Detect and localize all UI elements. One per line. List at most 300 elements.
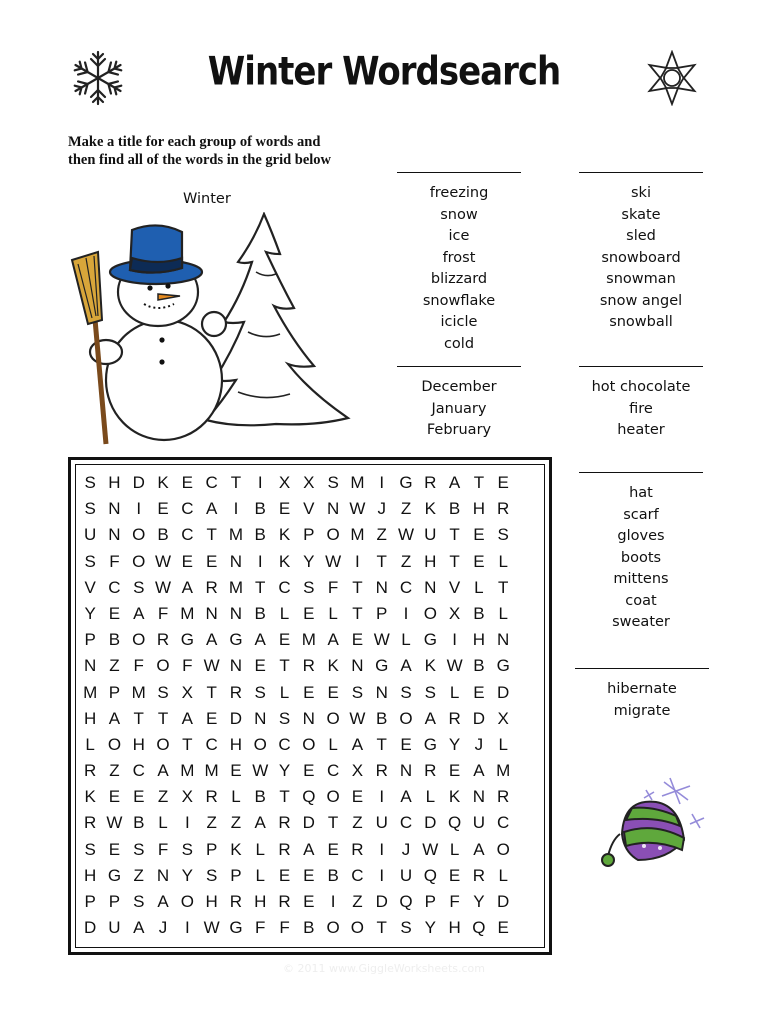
grid-letter[interactable]: G xyxy=(375,656,389,676)
grid-letter[interactable]: U xyxy=(375,813,388,833)
grid-letter[interactable]: A xyxy=(448,473,461,492)
grid-letter[interactable]: K xyxy=(424,499,436,519)
grid-letter[interactable]: U xyxy=(84,525,97,545)
grid-letter[interactable]: G xyxy=(180,630,194,650)
grid-letter[interactable]: D xyxy=(472,708,486,728)
grid-letter[interactable]: R xyxy=(424,473,437,492)
grid-letter[interactable]: A xyxy=(473,761,485,781)
grid-letter[interactable]: W xyxy=(397,525,415,545)
grid-letter[interactable]: G xyxy=(229,630,243,650)
grid-letter[interactable]: B xyxy=(133,813,145,833)
grid-letter[interactable]: K xyxy=(278,551,291,571)
grid-letter[interactable]: S xyxy=(303,577,315,597)
grid-letter[interactable]: W xyxy=(155,577,172,597)
grid-letter[interactable]: N xyxy=(302,708,315,728)
grid-letter[interactable]: E xyxy=(303,865,315,885)
grid-letter[interactable]: A xyxy=(181,577,193,597)
grid-letter[interactable]: E xyxy=(448,865,461,885)
grid-letter[interactable]: N xyxy=(229,656,243,676)
grid-letter[interactable]: L xyxy=(158,813,168,833)
grid-letter[interactable]: A xyxy=(157,761,169,781)
grid-letter[interactable]: T xyxy=(206,525,217,545)
grid-letter[interactable]: L xyxy=(449,682,460,702)
grid-letter[interactable]: G xyxy=(423,734,437,754)
grid-letter[interactable]: T xyxy=(230,473,242,492)
grid-letter[interactable]: O xyxy=(423,603,437,623)
grid-letter[interactable]: T xyxy=(279,656,290,676)
grid-letter[interactable]: F xyxy=(255,918,266,938)
grid-letter[interactable]: N xyxy=(108,525,121,545)
grid-letter[interactable]: K xyxy=(448,787,461,807)
grid-letter[interactable]: O xyxy=(253,734,267,754)
grid-letter[interactable]: H xyxy=(424,551,437,571)
grid-letter[interactable]: S xyxy=(133,892,145,911)
grid-letter[interactable]: S xyxy=(205,865,218,885)
grid-letter[interactable]: T xyxy=(352,577,363,597)
grid-letter[interactable]: I xyxy=(355,551,360,571)
grid-letter[interactable]: R xyxy=(278,839,291,859)
grid-letter[interactable]: C xyxy=(278,577,291,597)
grid-letter[interactable]: E xyxy=(133,787,145,807)
grid-letter[interactable]: E xyxy=(351,787,364,807)
grid-letter[interactable]: X xyxy=(278,473,291,492)
grid-letter[interactable]: A xyxy=(133,918,145,938)
grid-letter[interactable]: L xyxy=(279,603,290,623)
grid-letter[interactable]: P xyxy=(108,682,121,702)
grid-letter[interactable]: S xyxy=(327,473,339,492)
grid-letter[interactable]: Y xyxy=(473,892,485,911)
grid-letter[interactable]: L xyxy=(449,839,460,859)
grid-letter[interactable]: M xyxy=(350,525,365,545)
grid-letter[interactable]: E xyxy=(303,761,315,781)
grid-letter[interactable]: D xyxy=(375,892,388,911)
grid-letter[interactable]: R xyxy=(302,656,315,676)
grid-letter[interactable]: L xyxy=(401,630,411,650)
grid-letter[interactable]: L xyxy=(279,682,290,702)
grid-letter[interactable]: O xyxy=(107,734,122,754)
grid-letter[interactable]: W xyxy=(349,499,366,519)
grid-letter[interactable]: B xyxy=(448,499,461,519)
grid-letter[interactable]: T xyxy=(376,734,387,754)
grid-letter[interactable]: G xyxy=(496,656,510,676)
grid-letter[interactable]: N xyxy=(108,499,121,519)
grid-letter[interactable]: S xyxy=(400,682,412,702)
grid-letter[interactable]: C xyxy=(132,761,145,781)
grid-letter[interactable]: E xyxy=(303,892,315,911)
grid-letter[interactable]: E xyxy=(303,682,315,702)
grid-letter[interactable]: B xyxy=(108,630,121,650)
grid-letter[interactable]: O xyxy=(132,551,146,571)
grid-letter[interactable]: T xyxy=(498,577,509,597)
word-search-grid[interactable] xyxy=(78,470,540,941)
grid-letter[interactable]: A xyxy=(108,708,121,728)
grid-letter[interactable]: S xyxy=(351,682,364,702)
grid-letter[interactable]: E xyxy=(400,734,412,754)
grid-letter[interactable]: A xyxy=(400,787,412,807)
grid-letter[interactable]: M xyxy=(496,761,511,781)
grid-letter[interactable]: I xyxy=(452,630,457,650)
grid-letter[interactable]: Y xyxy=(84,603,96,623)
grid-letter[interactable]: Z xyxy=(376,525,387,545)
grid-letter[interactable]: F xyxy=(157,839,169,859)
grid-letter[interactable]: E xyxy=(108,603,121,623)
grid-letter[interactable]: T xyxy=(376,918,387,938)
grid-letter[interactable]: A xyxy=(424,708,436,728)
grid-letter[interactable]: D xyxy=(497,682,510,702)
grid-letter[interactable]: L xyxy=(498,734,508,754)
grid-letter[interactable]: C xyxy=(326,761,340,781)
grid-letter[interactable]: Q xyxy=(399,892,413,911)
grid-letter[interactable]: R xyxy=(278,813,291,833)
grid-letter[interactable]: T xyxy=(206,682,217,702)
grid-letter[interactable]: P xyxy=(84,630,96,650)
grid-letter[interactable]: H xyxy=(229,734,243,754)
grid-letter[interactable]: E xyxy=(278,630,291,650)
grid-letter[interactable]: D xyxy=(497,892,510,911)
grid-letter[interactable]: L xyxy=(498,551,508,571)
grid-letter[interactable]: D xyxy=(84,918,97,938)
grid-letter[interactable]: P xyxy=(108,892,121,911)
grid-letter[interactable]: N xyxy=(156,865,170,885)
grid-letter[interactable]: L xyxy=(474,577,484,597)
grid-letter[interactable]: Y xyxy=(278,761,291,781)
grid-letter[interactable]: Y xyxy=(448,734,461,754)
grid-letter[interactable]: H xyxy=(84,865,97,885)
group-title-blank[interactable] xyxy=(579,472,703,473)
grid-letter[interactable]: A xyxy=(473,839,485,859)
grid-letter[interactable]: L xyxy=(255,839,265,859)
grid-letter[interactable]: N xyxy=(424,577,437,597)
grid-letter[interactable]: Z xyxy=(109,656,120,676)
grid-letter[interactable]: A xyxy=(181,708,193,728)
grid-letter[interactable]: E xyxy=(181,551,193,571)
grid-letter[interactable]: S xyxy=(157,682,169,702)
grid-letter[interactable]: T xyxy=(255,577,266,597)
grid-letter[interactable]: A xyxy=(254,813,266,833)
grid-letter[interactable]: E xyxy=(230,761,242,781)
grid-letter[interactable]: E xyxy=(448,761,461,781)
grid-letter[interactable]: O xyxy=(326,918,340,938)
grid-letter[interactable]: W xyxy=(373,630,390,650)
grid-letter[interactable]: R xyxy=(156,630,170,650)
grid-letter[interactable]: L xyxy=(328,734,338,754)
grid-letter[interactable]: E xyxy=(473,551,485,571)
grid-letter[interactable]: E xyxy=(473,682,485,702)
grid-letter[interactable]: C xyxy=(497,813,510,833)
grid-letter[interactable]: M xyxy=(180,761,195,781)
grid-letter[interactable]: M xyxy=(204,761,219,781)
grid-letter[interactable]: B xyxy=(254,525,266,545)
grid-letter[interactable]: H xyxy=(472,499,486,519)
grid-letter[interactable]: A xyxy=(400,656,412,676)
grid-letter[interactable]: B xyxy=(376,708,388,728)
grid-letter[interactable]: Z xyxy=(230,813,242,833)
grid-letter[interactable]: B xyxy=(303,918,315,938)
grid-letter[interactable]: N xyxy=(205,603,218,623)
grid-letter[interactable]: Z xyxy=(206,813,217,833)
grid-letter[interactable]: J xyxy=(377,499,386,519)
group-title-blank[interactable] xyxy=(397,366,521,367)
grid-letter[interactable]: I xyxy=(233,499,239,519)
grid-letter[interactable]: S xyxy=(133,839,145,859)
grid-letter[interactable]: W xyxy=(203,656,220,676)
grid-letter[interactable]: I xyxy=(136,499,142,519)
grid-letter[interactable]: Z xyxy=(400,499,412,519)
grid-letter[interactable]: M xyxy=(301,630,316,650)
grid-letter[interactable]: D xyxy=(132,473,145,492)
grid-letter[interactable]: O xyxy=(156,656,170,676)
group-title-blank[interactable] xyxy=(397,172,521,173)
grid-letter[interactable]: B xyxy=(473,603,485,623)
grid-letter[interactable]: G xyxy=(229,918,243,938)
grid-letter[interactable]: X xyxy=(448,603,461,623)
grid-letter[interactable]: W xyxy=(446,656,463,676)
grid-letter[interactable]: O xyxy=(302,734,316,754)
grid-letter[interactable]: G xyxy=(399,473,413,492)
grid-letter[interactable]: O xyxy=(326,708,340,728)
grid-letter[interactable]: I xyxy=(257,551,263,571)
grid-letter[interactable]: Y xyxy=(424,918,436,938)
grid-letter[interactable]: F xyxy=(157,603,169,623)
grid-letter[interactable]: S xyxy=(400,918,412,938)
grid-letter[interactable]: I xyxy=(379,787,385,807)
grid-letter[interactable]: N xyxy=(326,499,340,519)
grid-letter[interactable]: R xyxy=(229,682,243,702)
grid-letter[interactable]: L xyxy=(85,734,95,754)
grid-letter[interactable]: M xyxy=(180,603,195,623)
grid-letter[interactable]: R xyxy=(497,499,510,519)
grid-letter[interactable]: R xyxy=(84,813,97,833)
grid-letter[interactable]: L xyxy=(231,787,241,807)
grid-letter[interactable]: S xyxy=(181,839,193,859)
grid-letter[interactable]: I xyxy=(379,473,385,492)
grid-letter[interactable]: T xyxy=(376,551,387,571)
grid-letter[interactable]: J xyxy=(158,918,168,938)
grid-letter[interactable]: T xyxy=(279,787,290,807)
grid-letter[interactable]: R xyxy=(229,892,243,911)
grid-letter[interactable]: L xyxy=(255,865,265,885)
grid-letter[interactable]: A xyxy=(157,892,169,911)
grid-letter[interactable]: C xyxy=(181,525,194,545)
grid-letter[interactable]: L xyxy=(425,787,436,807)
grid-letter[interactable]: W xyxy=(106,813,123,833)
grid-letter[interactable]: C xyxy=(205,734,218,754)
grid-letter[interactable]: A xyxy=(351,734,364,754)
grid-letter[interactable]: N xyxy=(399,761,413,781)
grid-letter[interactable]: M xyxy=(228,525,244,545)
grid-letter[interactable]: N xyxy=(497,630,510,650)
grid-letter[interactable]: N xyxy=(472,787,486,807)
grid-letter[interactable]: H xyxy=(84,708,97,728)
grid-letter[interactable]: H xyxy=(254,892,267,911)
grid-letter[interactable]: K xyxy=(327,656,339,676)
grid-letter[interactable]: R xyxy=(497,787,510,807)
grid-letter[interactable]: C xyxy=(181,499,194,519)
grid-letter[interactable]: I xyxy=(330,892,336,911)
grid-letter[interactable]: R xyxy=(448,708,461,728)
grid-letter[interactable]: S xyxy=(84,499,96,519)
grid-letter[interactable]: E xyxy=(473,525,485,545)
grid-letter[interactable]: E xyxy=(351,630,364,650)
grid-letter[interactable]: F xyxy=(182,656,193,676)
grid-letter[interactable]: H xyxy=(108,473,121,492)
grid-letter[interactable]: T xyxy=(352,603,363,623)
grid-letter[interactable]: T xyxy=(133,708,144,728)
grid-letter[interactable]: B xyxy=(327,865,339,885)
grid-letter[interactable]: C xyxy=(108,577,121,597)
grid-letter[interactable]: Z xyxy=(157,787,169,807)
grid-letter[interactable]: D xyxy=(424,813,437,833)
grid-letter[interactable]: N xyxy=(229,603,243,623)
grid-letter[interactable]: O xyxy=(399,708,413,728)
grid-letter[interactable]: S xyxy=(278,708,291,728)
grid-letter[interactable]: W xyxy=(203,918,220,938)
group-title-blank[interactable] xyxy=(579,172,703,173)
grid-letter[interactable]: F xyxy=(449,892,460,911)
grid-letter[interactable]: T xyxy=(473,473,485,492)
grid-letter[interactable]: R xyxy=(205,577,218,597)
grid-letter[interactable]: K xyxy=(230,839,242,859)
grid-letter[interactable]: E xyxy=(205,551,218,571)
grid-letter[interactable]: A xyxy=(303,839,315,859)
grid-letter[interactable]: P xyxy=(205,839,218,859)
grid-letter[interactable]: P xyxy=(424,892,436,911)
grid-letter[interactable]: B xyxy=(254,787,266,807)
grid-letter[interactable]: L xyxy=(498,603,508,623)
grid-letter[interactable]: S xyxy=(254,682,266,702)
grid-letter[interactable]: L xyxy=(498,865,508,885)
grid-letter[interactable]: O xyxy=(180,892,194,911)
grid-letter[interactable]: I xyxy=(379,865,385,885)
grid-letter[interactable]: M xyxy=(131,682,146,702)
grid-letter[interactable]: B xyxy=(254,603,266,623)
grid-letter[interactable]: E xyxy=(327,839,339,859)
grid-letter[interactable]: N xyxy=(84,656,97,676)
grid-letter[interactable]: E xyxy=(108,839,121,859)
grid-letter[interactable]: U xyxy=(399,865,413,885)
grid-letter[interactable]: R xyxy=(424,761,437,781)
grid-letter[interactable]: Y xyxy=(303,551,315,571)
grid-letter[interactable]: C xyxy=(205,473,218,492)
grid-letter[interactable]: O xyxy=(350,918,365,938)
grid-letter[interactable]: Q xyxy=(423,865,437,885)
grid-letter[interactable]: F xyxy=(133,656,144,676)
grid-letter[interactable]: N xyxy=(375,577,388,597)
grid-letter[interactable]: R xyxy=(472,865,486,885)
grid-letter[interactable]: C xyxy=(351,865,364,885)
grid-letter[interactable]: G xyxy=(107,865,122,885)
grid-letter[interactable]: I xyxy=(184,918,190,938)
grid-letter[interactable]: W xyxy=(349,708,366,728)
grid-letter[interactable]: N xyxy=(229,551,243,571)
grid-letter[interactable]: Q xyxy=(472,918,486,938)
grid-letter[interactable]: T xyxy=(327,813,339,833)
grid-letter[interactable]: V xyxy=(84,577,96,597)
grid-letter[interactable]: Z xyxy=(400,551,412,571)
group-title-blank[interactable] xyxy=(575,668,709,669)
grid-letter[interactable]: Q xyxy=(302,787,316,807)
grid-letter[interactable]: E xyxy=(497,473,509,492)
grid-letter[interactable]: T xyxy=(157,708,169,728)
grid-letter[interactable]: N xyxy=(254,708,267,728)
grid-letter[interactable]: C xyxy=(399,813,413,833)
grid-letter[interactable]: H xyxy=(448,918,461,938)
grid-letter[interactable]: X xyxy=(497,708,509,728)
grid-letter[interactable]: S xyxy=(84,839,96,859)
grid-letter[interactable]: Z xyxy=(352,892,363,911)
grid-letter[interactable]: E xyxy=(327,682,339,702)
grid-letter[interactable]: A xyxy=(205,630,218,650)
grid-letter[interactable]: X xyxy=(181,682,193,702)
grid-letter[interactable]: K xyxy=(84,787,96,807)
grid-letter[interactable]: A xyxy=(205,499,218,519)
grid-letter[interactable]: I xyxy=(257,473,263,492)
grid-letter[interactable]: J xyxy=(474,734,484,754)
grid-letter[interactable]: E xyxy=(254,656,266,676)
grid-letter[interactable]: N xyxy=(375,682,388,702)
grid-letter[interactable]: E xyxy=(108,787,121,807)
grid-letter[interactable]: O xyxy=(132,525,146,545)
grid-letter[interactable]: O xyxy=(156,734,170,754)
grid-letter[interactable]: W xyxy=(422,839,439,859)
grid-letter[interactable]: X xyxy=(181,787,193,807)
grid-letter[interactable]: O xyxy=(132,630,146,650)
grid-letter[interactable]: F xyxy=(109,551,120,571)
grid-letter[interactable]: J xyxy=(401,839,411,859)
grid-letter[interactable]: E xyxy=(205,708,218,728)
grid-letter[interactable]: T xyxy=(182,734,193,754)
grid-letter[interactable]: P xyxy=(230,865,242,885)
grid-letter[interactable]: Z xyxy=(133,865,144,885)
grid-letter[interactable]: S xyxy=(84,551,96,571)
grid-letter[interactable]: R xyxy=(205,787,218,807)
grid-letter[interactable]: W xyxy=(252,761,269,781)
grid-letter[interactable]: Z xyxy=(352,813,363,833)
grid-letter[interactable]: B xyxy=(157,525,169,545)
grid-letter[interactable]: U xyxy=(108,918,121,938)
grid-letter[interactable]: F xyxy=(327,577,339,597)
grid-letter[interactable]: M xyxy=(83,682,98,702)
grid-letter[interactable]: E xyxy=(278,865,291,885)
grid-letter[interactable]: O xyxy=(326,525,340,545)
grid-letter[interactable]: A xyxy=(133,603,145,623)
grid-letter[interactable]: S xyxy=(84,473,96,492)
grid-letter[interactable]: B xyxy=(473,656,485,676)
grid-letter[interactable]: R xyxy=(375,761,388,781)
grid-letter[interactable]: X xyxy=(351,761,364,781)
grid-letter[interactable]: U xyxy=(424,525,437,545)
grid-letter[interactable]: A xyxy=(254,630,266,650)
grid-letter[interactable]: C xyxy=(278,734,291,754)
grid-letter[interactable]: G xyxy=(423,630,437,650)
grid-letter[interactable]: M xyxy=(350,473,365,492)
group-title-blank[interactable] xyxy=(579,366,703,367)
grid-letter[interactable]: K xyxy=(278,525,291,545)
grid-letter[interactable]: K xyxy=(157,473,169,492)
grid-letter[interactable]: P xyxy=(84,892,96,911)
grid-letter[interactable]: E xyxy=(278,499,291,519)
grid-letter[interactable]: U xyxy=(472,813,486,833)
grid-letter[interactable]: F xyxy=(279,918,290,938)
grid-letter[interactable]: D xyxy=(302,813,315,833)
grid-letter[interactable]: W xyxy=(155,551,172,571)
grid-letter[interactable]: H xyxy=(472,630,486,650)
grid-letter[interactable]: H xyxy=(132,734,145,754)
grid-letter[interactable]: W xyxy=(325,551,342,571)
grid-letter[interactable]: C xyxy=(399,577,413,597)
grid-letter[interactable]: P xyxy=(376,603,388,623)
grid-letter[interactable]: R xyxy=(278,892,291,911)
